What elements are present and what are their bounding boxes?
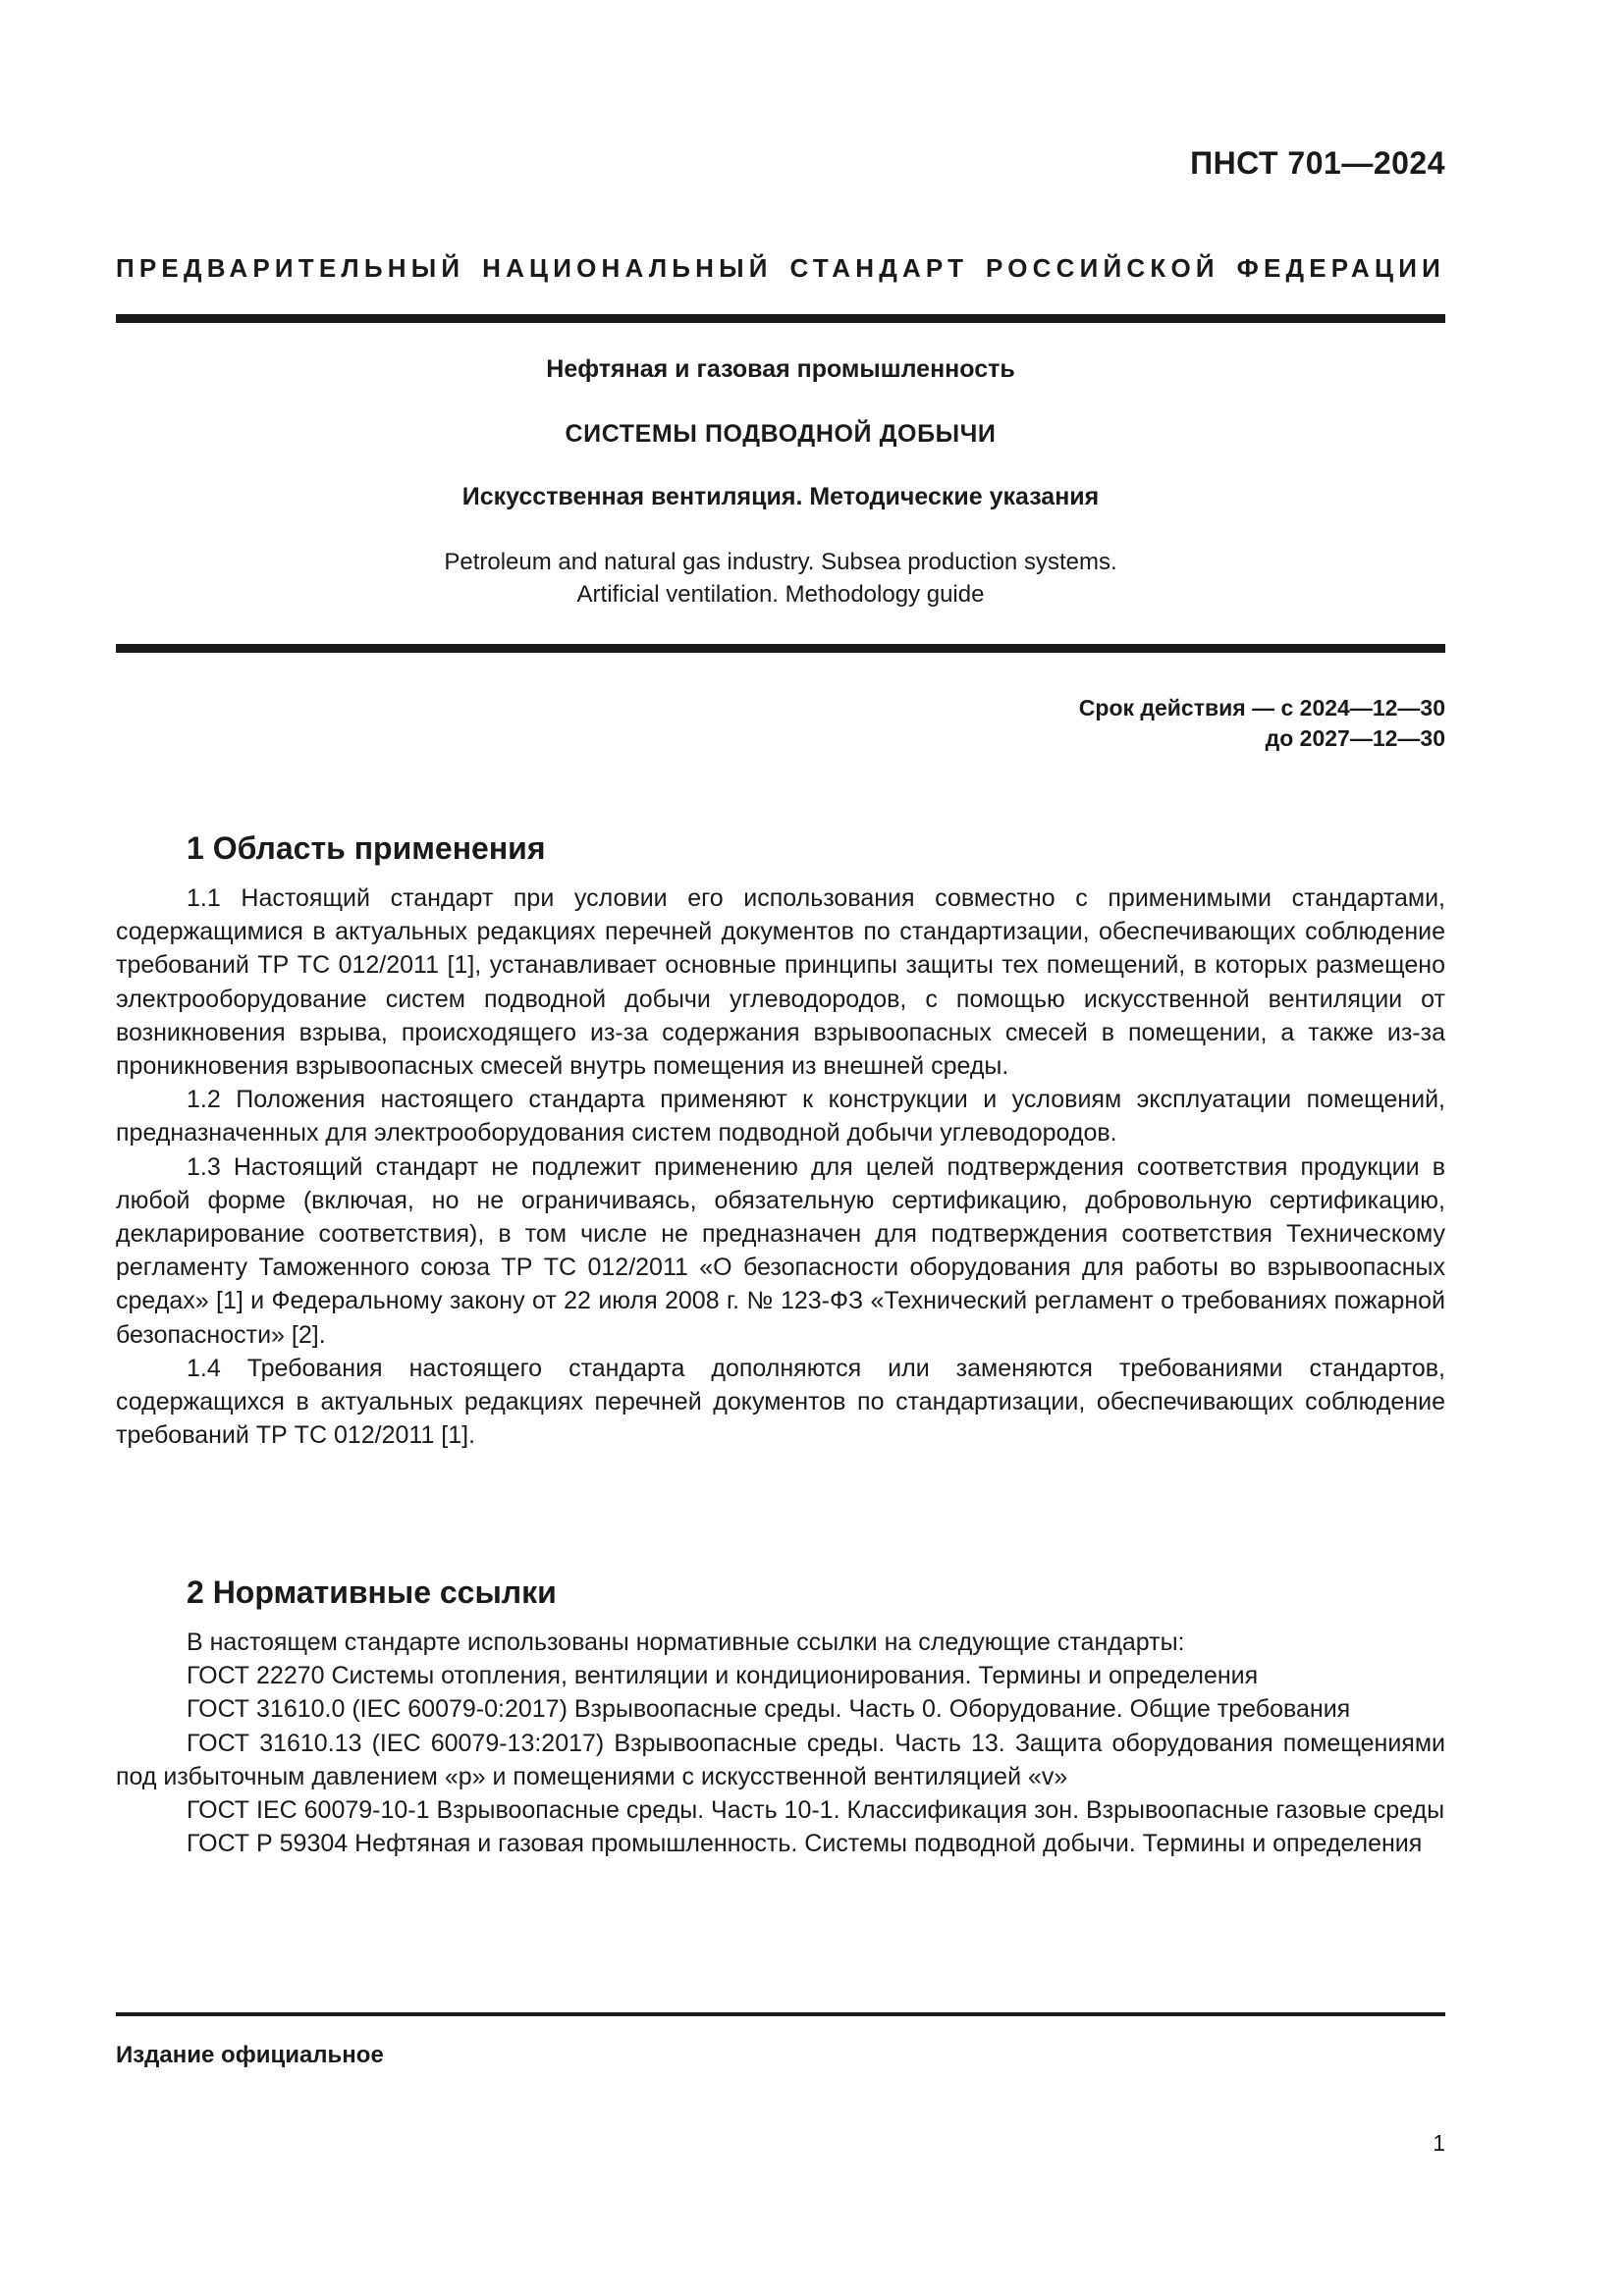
official-edition-label: Издание официальное bbox=[116, 2042, 384, 2068]
section-2-body bbox=[116, 1626, 1445, 1860]
reference-item: ГОСТ 22270 Системы отопления, вентиляции и кондиционирования. Термины и определения bbox=[187, 1662, 1259, 1690]
title-industry: Нефтяная и газовая промышленность bbox=[546, 355, 1015, 383]
section-1-heading: 1 Область применения bbox=[187, 830, 546, 866]
paragraph-1-2: 1.2 Положения настоящего стандарта применяют к конструкции и условиям эксплуатации помещений, предназначенных для электрооборудования систем подводной добычи углеводородов. bbox=[116, 1086, 1445, 1148]
standard-number: ПНСТ 701—2024 bbox=[1190, 145, 1445, 181]
validity-period bbox=[1079, 693, 1445, 754]
title-divider bbox=[116, 644, 1445, 653]
page-number: 1 bbox=[1433, 2130, 1445, 2156]
reference-item: ГОСТ 31610.0 (IEC 60079-0:2017) Взрывоопасные среды. Часть 0. Оборудование. Общие требования bbox=[187, 1695, 1351, 1724]
footer-divider bbox=[116, 2012, 1445, 2016]
title-subtitle: Искусственная вентиляция. Методические указания bbox=[461, 483, 1100, 510]
validity-start: Срок действия — с 2024—12—30 bbox=[1078, 695, 1445, 721]
paragraph-1-3: 1.3 Настоящий стандарт не подлежит применению для целей подтверждения соответствия продукции в любой форме (включая, но не ограничиваясь, обязательную сертификацию, добровольную сертификацию, декларирование соответствия), в том числе не предназначен для подтверждения соответствия Техническому регламенту Таможенного союза ТР ТС 012/2011 «О безопасности оборудования для работы во взрывоопасных средах» [1] и Федеральному закону от 22 июля 2008 г. № 123-ФЗ «Технический регламент о требованиях пожарной безопасности» [2]. bbox=[116, 1152, 1445, 1349]
reference-item: ГОСТ 31610.13 (IEC 60079-13:2017) Взрывоопасные среды. Часть 13. Защита оборудования помещениями под избыточным давлением «р» и помещениями с искусственной вентиляцией «v» bbox=[116, 1729, 1445, 1790]
top-divider bbox=[116, 314, 1445, 323]
section-1-body bbox=[116, 881, 1445, 1452]
section-2-heading: 2 Нормативные ссылки bbox=[187, 1575, 557, 1610]
title-english bbox=[116, 546, 1445, 611]
title-system: СИСТЕМЫ ПОДВОДНОЙ ДОБЫЧИ bbox=[565, 420, 997, 448]
validity-end: до 2027—12—30 bbox=[1265, 725, 1445, 751]
paragraph-1-4: 1.4 Требования настоящего стандарта дополняются или заменяются требованиями стандартов, содержащихся в актуальных редакциях перечней документов по стандартизации, обеспечивающих соблюдение требований ТР ТС 012/2011 [1]. bbox=[116, 1354, 1445, 1450]
paragraph-1-1: 1.1 Настоящий стандарт при условии его использования совместно с применимыми стандартами, содержащимися в актуальных редакциях перечней документов по стандартизации, обеспечивающих соблюдение требований ТР ТС 012/2011 [1], устанавливает основные принципы защиты тех помещений, в которых размещено электрооборудование систем подводной добычи углеводородов, с помощью искусственной вентиляции от возникновения взрыва, происходящего из-за содержания взрывоопасных смесей в помещении, а также из-за проникновения взрывоопасных смесей внутрь помещения из внешней среды. bbox=[116, 884, 1445, 1081]
reference-item: ГОСТ Р 59304 Нефтяная и газовая промышленность. Системы подводной добычи. Термины и определения bbox=[187, 1830, 1423, 1858]
title-english-line-2: Artificial ventilation. Methodology guide bbox=[576, 581, 985, 608]
reference-item: ГОСТ IEC 60079-10-1 Взрывоопасные среды. Часть 10-1. Классификация зон. Взрывоопасные газовые среды bbox=[187, 1796, 1445, 1825]
title-english-line-1: Petroleum and natural gas industry. Subsea production systems. bbox=[444, 549, 1117, 575]
standard-type-heading: ПРЕДВАРИТЕЛЬНЫЙ НАЦИОНАЛЬНЫЙ СТАНДАРТ РОССИЙСКОЙ ФЕДЕРАЦИИ bbox=[116, 253, 1445, 283]
references-intro: В настоящем стандарте использованы нормативные ссылки на следующие стандарты: bbox=[187, 1629, 1185, 1656]
